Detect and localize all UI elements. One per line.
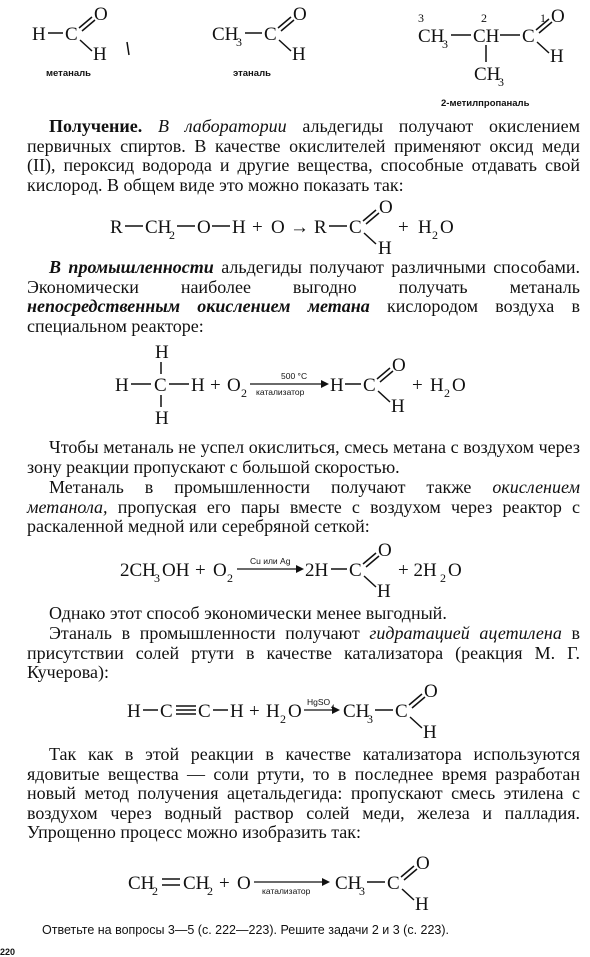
cu-ag-condition: Cu или Ag <box>250 556 291 566</box>
svg-text:O: O <box>197 217 211 238</box>
assignment-footer: Ответьте на вопросы 3—5 (с. 222—223). Решите задачи 2 и 3 (с. 223). <box>42 923 450 937</box>
svg-text:H: H <box>230 701 244 722</box>
svg-text:2: 2 <box>152 884 158 898</box>
svg-text:2: 2 <box>280 712 286 726</box>
svg-text:O: O <box>237 873 251 894</box>
paragraph-preparation: Получение. В лаборатории альдегиды получают окислением первичных спиртов. В качестве окислителей применяют оксид меди (II), пероксид водорода и другие вещества, способные отдавать свой кислород. В общем виде это можно показать так: <box>27 116 581 195</box>
svg-text:2: 2 <box>207 884 213 898</box>
svg-text:+: + <box>219 873 230 894</box>
svg-text:→: → <box>290 217 309 238</box>
svg-text:O: O <box>288 701 302 722</box>
paragraph-industry: В промышленности альдегиды получают различными способами. Экономически наиболее выгодно получать метаналь непосредственным окислением метана кислородом воздуха в специальном реакторе: <box>27 257 581 336</box>
svg-text:O: O <box>378 540 392 561</box>
svg-text:H: H <box>423 722 437 743</box>
svg-text:C: C <box>395 701 408 722</box>
svg-text:+: + <box>412 375 423 396</box>
svg-text:3: 3 <box>359 884 365 898</box>
hgso4-condition: HgSO <box>307 697 331 707</box>
svg-text:2: 2 <box>227 571 233 585</box>
paragraph-less-profitable: Однако этот способ экономически менее выгодный. <box>49 603 447 623</box>
svg-text:3: 3 <box>442 37 448 51</box>
svg-text:C: C <box>349 560 362 581</box>
svg-text:2: 2 <box>432 228 438 242</box>
svg-text:CH: CH <box>343 701 370 722</box>
svg-text:H: H <box>155 342 169 363</box>
svg-text:O: O <box>440 217 454 238</box>
svg-text:H: H <box>115 375 129 396</box>
methanal-label: метаналь <box>46 68 92 79</box>
svg-text:O: O <box>424 681 438 702</box>
ethanal-label: этаналь <box>233 68 271 79</box>
svg-text:+ 2H: + 2H <box>398 560 437 581</box>
svg-text:C: C <box>264 24 277 45</box>
svg-text:C: C <box>363 375 376 396</box>
paragraph-kucherov: Этаналь в промышленности получают гидратацией ацетилена в присутствии солей ртути в качестве катализатора (реакция М. Г. Кучерова): <box>27 623 580 683</box>
svg-text:+: + <box>252 217 263 238</box>
svg-text:H: H <box>430 375 444 396</box>
svg-text:H: H <box>418 217 432 238</box>
svg-text:H: H <box>415 894 429 915</box>
svg-text:O: O <box>293 4 307 25</box>
svg-text:3: 3 <box>236 35 242 49</box>
svg-text:2: 2 <box>444 386 450 400</box>
svg-text:O: O <box>392 355 406 376</box>
svg-text:C: C <box>198 701 211 722</box>
atom-h: H <box>32 24 46 45</box>
svg-text:CH: CH <box>183 873 210 894</box>
svg-text:C: C <box>349 217 362 238</box>
svg-text:1: 1 <box>540 11 546 25</box>
svg-text:H: H <box>232 217 246 238</box>
svg-text:CH: CH <box>335 873 362 894</box>
svg-text:O: O <box>227 375 241 396</box>
methylpropanal-label: 2-метилпропаналь <box>441 98 530 109</box>
svg-text:O: O <box>448 560 462 581</box>
svg-text:+: + <box>210 375 221 396</box>
atom-c: C <box>65 24 78 45</box>
paragraph-fast-flow: Чтобы метаналь не успел окислиться, смесь метана с воздухом через зону реакции пропускают с большой скоростью. <box>27 437 580 477</box>
svg-text:2CH: 2CH <box>120 560 156 581</box>
svg-text:CH: CH <box>145 217 172 238</box>
svg-text:CH: CH <box>474 64 501 85</box>
svg-text:H: H <box>266 701 280 722</box>
svg-text:2H: 2H <box>305 560 329 581</box>
svg-text:R: R <box>110 217 123 238</box>
svg-text:катализатор: катализатор <box>262 886 311 896</box>
svg-text:R: R <box>314 217 327 238</box>
svg-text:O: O <box>551 6 565 27</box>
svg-text:H: H <box>127 701 141 722</box>
svg-text:H: H <box>377 581 391 602</box>
paragraph-methanol: Метаналь в промышленности получают также окислением метанола, пропуская его пары вместе с воздухом через реактор с раскаленной медной или серебряной сеткой: <box>27 477 581 537</box>
paragraph-ethylene: Так как в этой реакции в качестве катализатора используются ядовитые вещества — соли ртути, то в последнее время разработан новый метод получения ацетальдегида: пропускают смесь этилена с воздухом через водный раствор солей меди, железа и палладия. Упрощенно процесс можно изобразить так: <box>27 744 580 843</box>
svg-text:C: C <box>387 873 400 894</box>
svg-text:O: O <box>213 560 227 581</box>
temp-condition: 500 °C <box>281 371 308 381</box>
ethanal-ch3: CH <box>212 24 239 45</box>
svg-text:H: H <box>330 375 344 396</box>
svg-text:2: 2 <box>440 571 446 585</box>
atom-h: H <box>93 44 107 65</box>
svg-text:3: 3 <box>154 571 160 585</box>
page-number: 220 <box>0 947 16 957</box>
svg-text:O: O <box>379 197 393 218</box>
svg-text:H: H <box>550 46 564 67</box>
reaction-alcohol-oxidation <box>0 197 590 260</box>
svg-text:H: H <box>191 375 205 396</box>
svg-text:2: 2 <box>481 11 487 25</box>
catalyst-condition: катализатор <box>256 387 305 397</box>
svg-text:CH: CH <box>473 26 500 47</box>
svg-text:3: 3 <box>498 75 504 89</box>
svg-text:C: C <box>160 701 173 722</box>
svg-text:3: 3 <box>418 11 424 25</box>
svg-text:3: 3 <box>367 712 373 726</box>
reaction-kucherov <box>0 681 590 744</box>
svg-text:CH: CH <box>418 26 445 47</box>
svg-text:H: H <box>292 44 306 65</box>
svg-text:+: + <box>195 560 206 581</box>
svg-text:CH: CH <box>128 873 155 894</box>
reaction-methane-oxidation <box>0 338 590 428</box>
reaction-methanol-oxidation <box>0 540 590 600</box>
svg-text:2: 2 <box>169 228 175 242</box>
svg-text:H: H <box>155 408 169 429</box>
svg-text:H: H <box>391 396 405 417</box>
methanal-structure <box>0 0 590 110</box>
svg-text:OH: OH <box>162 560 190 581</box>
svg-text:O: O <box>416 853 430 874</box>
reaction-ethylene-oxidation <box>0 853 590 916</box>
svg-text:+: + <box>398 217 409 238</box>
svg-text:C: C <box>522 26 535 47</box>
svg-text:2: 2 <box>241 386 247 400</box>
svg-text:C: C <box>154 375 167 396</box>
svg-text:H: H <box>378 238 392 259</box>
svg-text:+: + <box>249 701 260 722</box>
svg-text:O: O <box>452 375 466 396</box>
atom-o: O <box>94 4 108 25</box>
svg-text:O: O <box>271 217 285 238</box>
